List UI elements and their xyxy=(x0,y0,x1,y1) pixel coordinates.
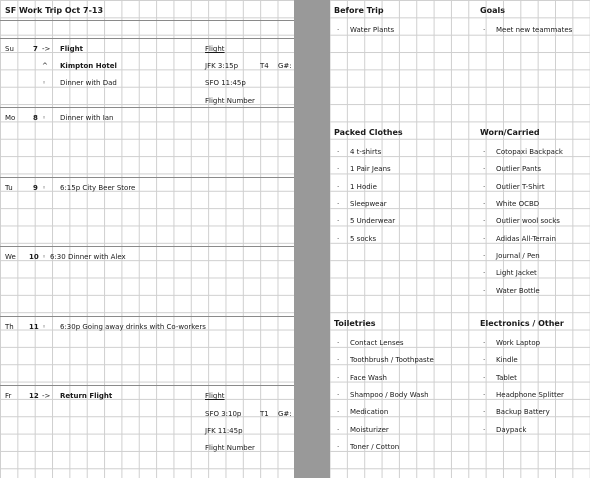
list-title-toiletries: Toiletries xyxy=(334,319,376,328)
list-title-electronics: Electronics / Other xyxy=(480,319,564,328)
entry-mark: ◦ xyxy=(42,323,47,331)
bullet-dot: . xyxy=(337,146,340,154)
bullet-dot: . xyxy=(337,423,340,432)
list-item: White OCBD xyxy=(496,200,540,209)
section-rule xyxy=(0,20,294,21)
bullet-dot: . xyxy=(483,267,486,276)
bullet-dot: . xyxy=(483,163,486,172)
list-item: Toner / Cotton xyxy=(350,443,400,452)
list-item: 5 Underwear xyxy=(350,217,396,226)
bullet-dot: . xyxy=(483,180,486,189)
bullet-dot: . xyxy=(483,406,486,415)
bullet-dot: . xyxy=(483,215,486,224)
day-number: 8 xyxy=(33,114,38,122)
bullet-dot: . xyxy=(337,406,340,415)
list-item: Adidas All-Terrain xyxy=(496,234,556,243)
bullet-dot: . xyxy=(337,163,340,172)
trip-title: SF Work Trip Oct 7-13 xyxy=(5,6,104,15)
list-item: Contact Lenses xyxy=(350,339,404,347)
entry-mark: ◦ xyxy=(42,253,47,261)
day-number: 11 xyxy=(29,323,39,331)
day-label: Fr xyxy=(5,392,12,400)
center-gutter xyxy=(294,0,330,478)
list-item: Backup Battery xyxy=(496,408,550,417)
entry-mark: -> xyxy=(42,45,51,53)
list-title-goals: Goals xyxy=(480,6,505,15)
bullet-dot: . xyxy=(483,371,486,380)
day-number: 10 xyxy=(29,253,39,261)
flight-header: Flight xyxy=(205,392,225,400)
day-number: 9 xyxy=(33,184,38,192)
bullet-dot: . xyxy=(483,232,486,241)
list-item: 1 Pair Jeans xyxy=(350,165,391,174)
bullet-dot: . xyxy=(337,24,340,32)
flight-number: Flight Number xyxy=(205,97,255,105)
bullet-dot: . xyxy=(483,198,486,207)
day-number: 12 xyxy=(29,392,39,400)
entry-mark: ◦ xyxy=(42,184,47,192)
bullet-dot: . xyxy=(483,24,486,32)
day-label: Tu xyxy=(5,184,13,192)
bullet-dot: . xyxy=(483,250,486,259)
list-item: Work Laptop xyxy=(496,339,541,347)
day-entry: 6:15p City Beer Store xyxy=(60,184,136,192)
bullet-dot: . xyxy=(337,354,340,363)
bullet-dot: . xyxy=(337,371,340,380)
list-item: Light Jacket xyxy=(496,269,537,278)
day-label: Su xyxy=(5,45,14,53)
bullet-dot: . xyxy=(337,198,340,207)
list-item: Moisturizer xyxy=(350,425,389,434)
list-item: Headphone Splitter xyxy=(496,391,564,400)
section-rule xyxy=(0,316,294,317)
list-item: Shampoo / Body Wash xyxy=(350,391,429,400)
section-rule xyxy=(0,107,294,108)
list-title-worn-carried: Worn/Carried xyxy=(480,128,540,137)
flight-departure: SFO 3:10p xyxy=(205,410,242,418)
list-item: Outlier T-Shirt xyxy=(496,182,545,191)
bullet-dot: . xyxy=(483,389,486,398)
list-item: Outlier wool socks xyxy=(496,217,560,226)
list-item: Tablet xyxy=(496,373,517,382)
flight-arrival: JFK 11:45p xyxy=(205,427,243,435)
list-title-packed-clothes: Packed Clothes xyxy=(334,128,403,137)
list-item: Water Bottle xyxy=(496,286,540,295)
section-rule xyxy=(0,177,294,178)
bullet-dot: . xyxy=(483,146,486,154)
entry-mark: -> xyxy=(42,392,51,400)
list-item: 1 Hodie xyxy=(350,182,377,191)
bullet-dot: . xyxy=(483,354,486,363)
entry-mark: ◦ xyxy=(42,79,47,87)
day-entry: Kimpton Hotel xyxy=(60,62,117,70)
list-item: Sleepwear xyxy=(350,200,387,209)
section-rule xyxy=(0,385,294,386)
section-rule xyxy=(0,246,294,247)
flight-departure: JFK 3:15p xyxy=(205,62,239,70)
entry-mark: ◦ xyxy=(42,114,47,122)
list-item: Journal / Pen xyxy=(496,252,540,261)
day-entry: Dinner with Ian xyxy=(60,114,114,122)
day-entry: Return Flight xyxy=(60,392,113,400)
section-rule xyxy=(0,38,294,39)
list-item: Toothbrush / Toothpaste xyxy=(350,356,434,365)
day-label: We xyxy=(5,253,16,261)
flight-gate: G#: xyxy=(278,410,292,418)
list-item: Face Wash xyxy=(350,373,387,382)
list-item: 5 socks xyxy=(350,234,377,243)
list-item: Cotopaxi Backpack xyxy=(496,148,563,156)
bullet-dot: . xyxy=(337,180,340,189)
flight-arrival: SFO 11:45p xyxy=(205,79,246,87)
flight-header: Flight xyxy=(205,45,225,53)
day-label: Th xyxy=(5,323,14,331)
day-entry: Flight xyxy=(60,45,83,53)
list-item: Outlier Pants xyxy=(496,165,542,174)
day-entry: 6:30p Going away drinks with Co-workers xyxy=(60,323,206,331)
bullet-dot: . xyxy=(337,232,340,241)
list-item: Water Plants xyxy=(350,26,395,34)
bullet-dot: . xyxy=(337,215,340,224)
bullet-dot: . xyxy=(483,284,486,293)
list-item: Medication xyxy=(350,408,389,417)
bullet-dot: . xyxy=(337,441,340,450)
bullet-dot: . xyxy=(483,423,486,432)
bullet-dot: . xyxy=(337,389,340,398)
list-title-before-trip: Before Trip xyxy=(334,6,384,15)
bullet-dot: . xyxy=(337,337,340,345)
flight-number: Flight Number xyxy=(205,444,255,452)
day-number: 7 xyxy=(33,45,38,53)
list-item: Meet new teammates xyxy=(496,26,573,34)
list-item: Daypack xyxy=(496,425,527,434)
day-entry: Dinner with Dad xyxy=(60,79,117,87)
entry-mark: ^ xyxy=(42,62,48,70)
flight-terminal: T4 xyxy=(260,62,269,70)
list-item: 4 t-shirts xyxy=(350,148,382,156)
day-entry: 6:30 Dinner with Alex xyxy=(50,253,126,261)
day-label: Mo xyxy=(5,114,16,122)
bullet-dot: . xyxy=(483,337,486,345)
flight-gate: G#: xyxy=(278,62,292,70)
list-item: Kindle xyxy=(496,356,518,365)
flight-terminal: T1 xyxy=(260,410,269,418)
